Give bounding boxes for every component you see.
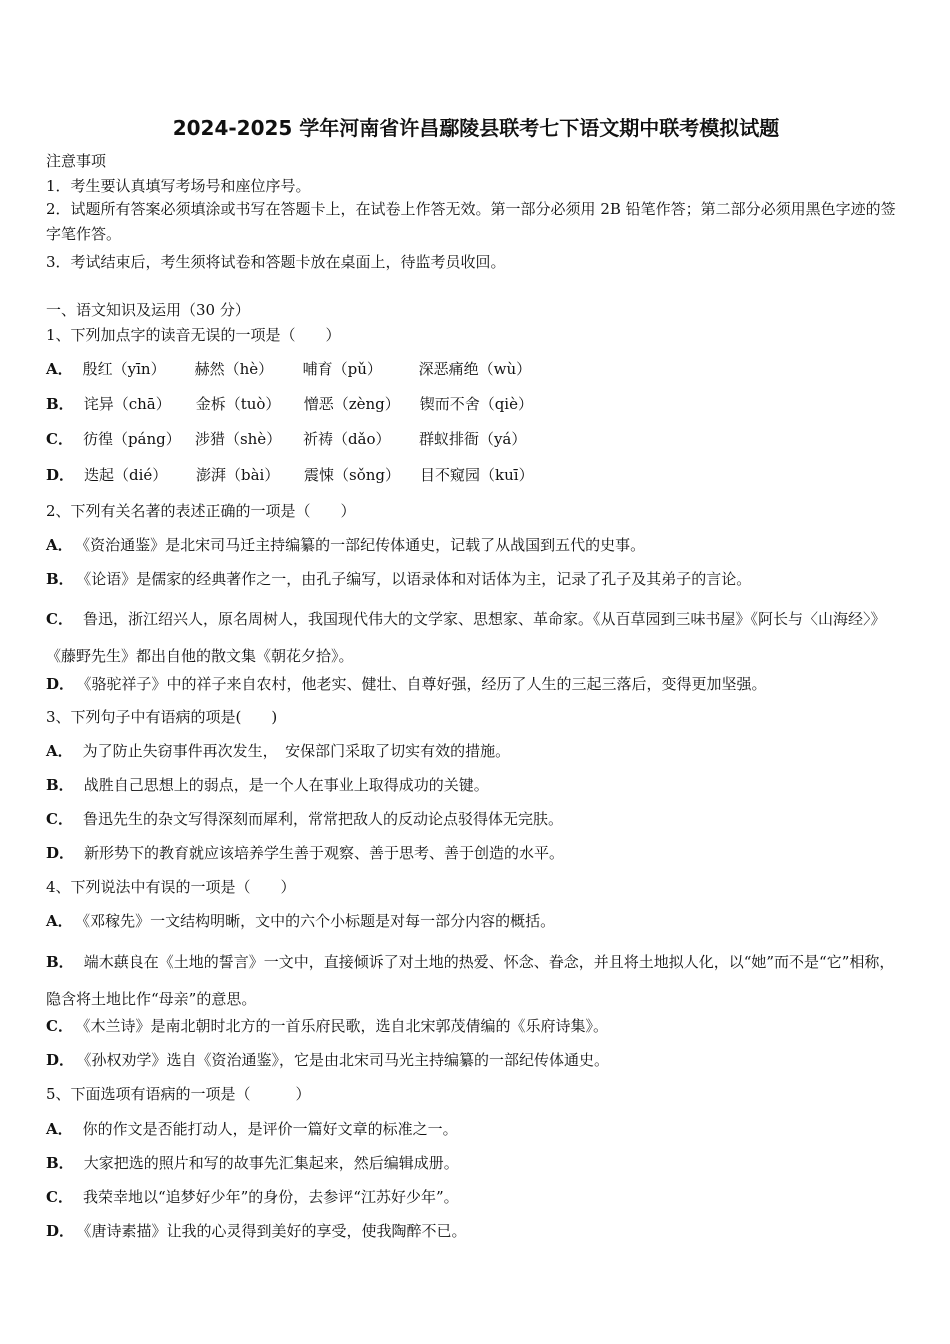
option-letter: D． (46, 1222, 75, 1240)
option-term: 金柝（tuò） (195, 395, 281, 413)
question-3-option-c (46, 808, 906, 830)
question-5-option-a (46, 1118, 906, 1140)
option-letter: C． (46, 610, 73, 628)
question-1-stem: 1、下列加点字的读音无误的一项是（ ） (46, 326, 341, 344)
option-term: 彷徨（páng） (82, 430, 181, 448)
option-letter: B． (46, 1154, 74, 1172)
option-letter: C． (46, 1188, 73, 1206)
option-letter: D． (46, 1051, 75, 1069)
option-term: 诧异（chā） (83, 395, 171, 413)
section-heading: 一、语文知识及运用（30 分） (46, 301, 250, 319)
question-2-option-a (46, 534, 906, 556)
notice-heading: 注意事项 (46, 152, 107, 170)
question-5-stem: 5、下面选项有语病的一项是（ ） (46, 1085, 311, 1103)
question-1-option-a (46, 358, 906, 380)
option-letter: B． (46, 953, 74, 971)
option-letter: C． (46, 430, 73, 448)
question-2-stem: 2、下列有关名著的表述正确的一项是（ ） (46, 502, 356, 520)
option-text: 你的作文是否能打动人，是评价一篇好文章的标准之一。 (82, 1120, 458, 1138)
question-1-option-b (46, 393, 906, 415)
option-letter: D． (46, 466, 75, 484)
option-letter: A． (46, 742, 73, 760)
option-letter: B． (46, 776, 74, 794)
notice-item-3: 3．考试结束后，考生须将试卷和答题卡放在桌面上，待监考员收回。 (46, 253, 506, 271)
option-term: 深恶痛绝（wù） (418, 360, 532, 378)
option-term: 目不窥园（kuī） (420, 466, 534, 484)
option-term: 憎恶（zèng） (303, 395, 400, 413)
option-text: 为了防止失窃事件再次发生， 安保部门采取了切实有效的措施。 (82, 742, 511, 760)
option-text: 端木蕻良在《土地的誓言》一文中，直接倾诉了对土地的热爱、怀念、眷念，并且将土地拟人化，以“她”而不是“它”相称，隐含将土地比作“母亲”的意思。 (46, 953, 895, 1008)
option-letter: B． (46, 395, 74, 413)
option-letter: A． (46, 360, 73, 378)
option-text: 《骆驼祥子》中的祥子来自农村，他老实、健壮、自尊好强，经历了人生的三起三落后，变得更加坚强。 (84, 675, 767, 693)
notice-item-2: 2．试题所有答案必须填涂或书写在答题卡上，在试卷上作答无效。第一部分必须用 2B 铅笔作答；第二部分必须用黑色字迹的签字笔作答。 (46, 200, 896, 243)
question-3-option-b (46, 774, 906, 796)
question-1-option-c (46, 428, 906, 450)
option-term: 祈祷（dǎo） (302, 430, 391, 448)
question-4-option-b (46, 944, 906, 1018)
option-text: 鲁迅，浙江绍兴人，原名周树人，我国现代伟大的文学家、思想家、革命家。《从百草园到三味书屋》《阿长与〈山海经〉》《藤野先生》都出自他的散文集《朝花夕拾》。 (46, 610, 886, 665)
question-2-option-d (46, 673, 906, 695)
option-text: 《论语》是儒家的经典著作之一，由孔子编写，以语录体和对话体为主，记录了孔子及其弟子的言论。 (83, 570, 752, 588)
option-text: 我荣幸地以“追梦好少年”的身份，去参评“江苏好少年”。 (82, 1188, 459, 1206)
question-5-option-b (46, 1152, 906, 1174)
option-text: 新形势下的教育就应该培养学生善于观察、善于思考、善于创造的水平。 (84, 844, 565, 862)
question-2-option-b (46, 568, 906, 590)
option-text: 大家把选的照片和写的故事先汇集起来，然后编辑成册。 (83, 1154, 459, 1172)
option-letter: C． (46, 1017, 73, 1035)
question-4-option-d (46, 1049, 906, 1071)
question-3-option-d (46, 842, 906, 864)
question-3-stem: 3、下列句子中有语病的项是( ) (46, 708, 278, 726)
option-letter: D． (46, 675, 75, 693)
question-5-option-d (46, 1220, 906, 1242)
option-term: 澎湃（bài） (196, 466, 280, 484)
option-term: 哺育（pǔ） (302, 360, 382, 378)
notice-item-1: 1．考生要认真填写考场号和座位序号。 (46, 177, 311, 195)
question-4-option-a (46, 910, 906, 932)
question-3-option-a (46, 740, 906, 762)
question-1-option-d (46, 464, 906, 486)
question-5-option-c (46, 1186, 906, 1208)
question-4-option-c (46, 1015, 906, 1037)
option-term: 殷红（yīn） (82, 360, 166, 378)
option-text: 《邓稼先》一文结构明晰，文中的六个小标题是对每一部分内容的概括。 (82, 912, 556, 930)
option-term: 群蚁排衙（yá） (418, 430, 527, 448)
question-4-stem: 4、下列说法中有误的一项是（ ） (46, 878, 296, 896)
option-text: 《木兰诗》是南北朝时北方的一首乐府民歌，选自北宋郭茂倩编的《乐府诗集》。 (82, 1017, 608, 1035)
option-letter: C． (46, 810, 73, 828)
option-letter: D． (46, 844, 75, 862)
page-title: 2024-2025 学年河南省许昌鄢陵县联考七下语文期中联考模拟试题 (172, 116, 780, 140)
option-text: 《孙权劝学》选自《资治通鉴》，它是由北宋司马光主持编纂的一部纪传体通史。 (84, 1051, 610, 1069)
option-letter: A． (46, 912, 73, 930)
option-term: 锲而不舍（qiè） (419, 395, 533, 413)
option-letter: B． (46, 570, 74, 588)
option-text: 鲁迅先生的杂文写得深刻而犀利，常常把敌人的反动论点驳得体无完肤。 (82, 810, 563, 828)
option-term: 迭起（dié） (84, 466, 168, 484)
option-text: 《唐诗素描》让我的心灵得到美好的享受，使我陶醉不已。 (84, 1222, 467, 1240)
option-letter: A． (46, 536, 73, 554)
question-2-option-c (46, 601, 906, 675)
option-text: 《资治通鉴》是北宋司马迁主持编纂的一部纪传体通史，记载了从战国到五代的史事。 (82, 536, 646, 554)
option-letter: A． (46, 1120, 73, 1138)
option-term: 赫然（hè） (194, 360, 274, 378)
option-term: 涉猎（shè） (194, 430, 282, 448)
option-text: 战胜自己思想上的弱点，是一个人在事业上取得成功的关键。 (83, 776, 489, 794)
option-term: 震悚（sǒng） (304, 466, 401, 484)
